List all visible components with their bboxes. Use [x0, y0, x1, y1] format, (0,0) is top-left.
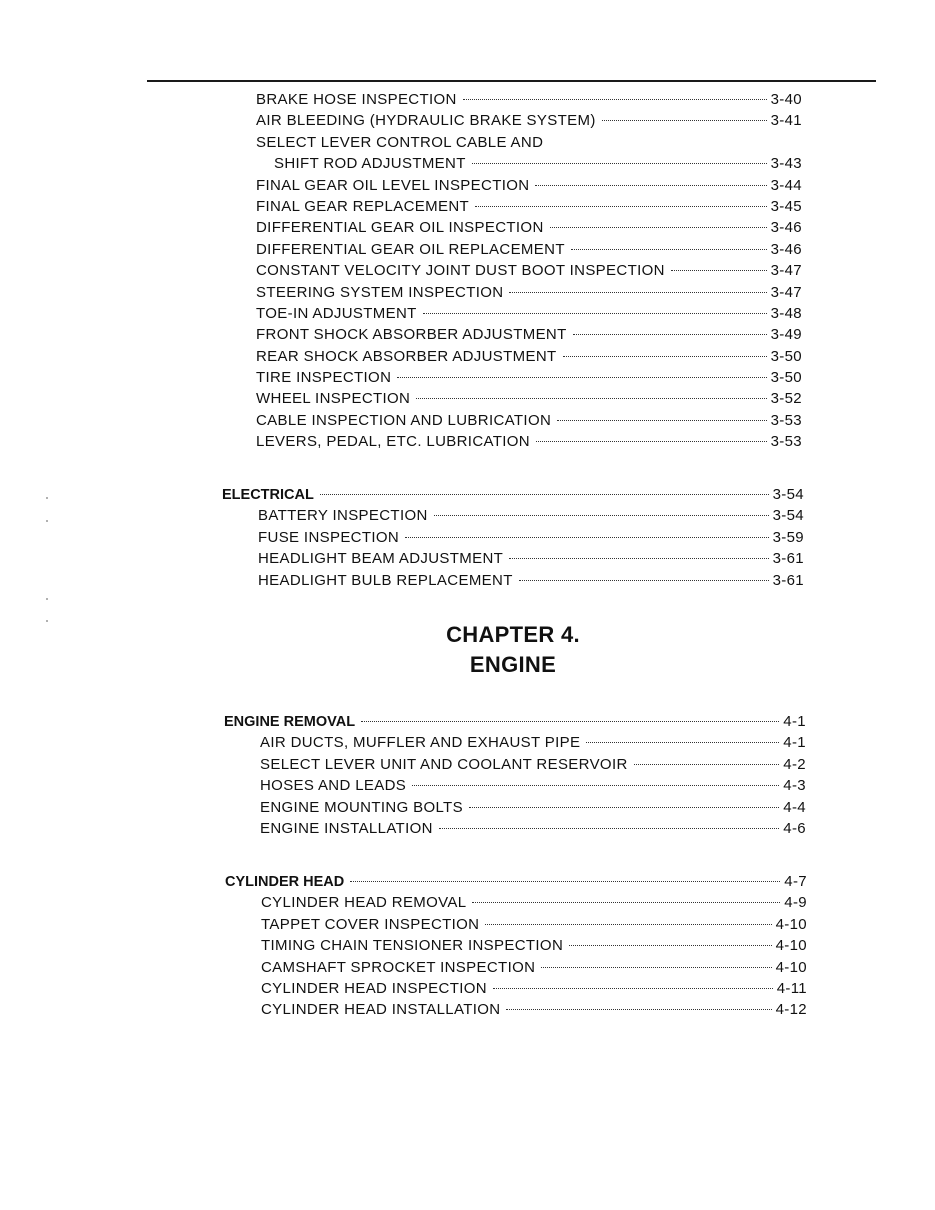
- toc-entry[interactable]: AIR BLEEDING (HYDRAULIC BRAKE SYSTEM) 3-41: [256, 112, 802, 130]
- toc-entry[interactable]: REAR SHOCK ABSORBER ADJUSTMENT 3-50: [256, 347, 802, 365]
- dot-leader: [569, 945, 771, 946]
- dot-leader: [586, 742, 779, 743]
- toc-entry[interactable]: SELECT LEVER UNIT AND COOLANT RESERVOIR 4-2: [260, 755, 806, 773]
- dot-leader: [563, 356, 767, 357]
- dot-leader: [350, 881, 780, 882]
- dot-leader: [509, 558, 768, 559]
- dot-leader: [320, 494, 769, 495]
- dot-leader: [412, 785, 779, 786]
- scan-speck: [46, 520, 48, 522]
- toc-engine-removal-block: [224, 711, 806, 839]
- toc-entry[interactable]: LEVERS, PEDAL, ETC. LUBRICATION 3-53: [256, 433, 802, 451]
- dot-leader: [423, 313, 767, 314]
- toc-entry[interactable]: FRONT SHOCK ABSORBER ADJUSTMENT 3-49: [256, 326, 802, 344]
- dot-leader: [405, 537, 768, 538]
- dot-leader: [571, 249, 767, 250]
- top-rule: [147, 80, 876, 82]
- scan-speck: [46, 497, 48, 499]
- toc-entry[interactable]: DIFFERENTIAL GEAR OIL INSPECTION 3-46: [256, 219, 802, 237]
- scan-speck: [46, 620, 48, 622]
- dot-leader: [475, 206, 767, 207]
- toc-entry-line2[interactable]: SHIFT ROD ADJUSTMENT 3-43: [274, 155, 802, 173]
- chapter-title: ENGINE: [469, 652, 557, 677]
- dot-leader: [536, 441, 767, 442]
- toc-entry[interactable]: CYLINDER HEAD REMOVAL 4-9: [261, 894, 807, 912]
- dot-leader: [472, 163, 767, 164]
- section-heading-electrical[interactable]: ELECTRICAL 3-54: [222, 486, 804, 503]
- toc-entry[interactable]: HEADLIGHT BEAM ADJUSTMENT 3-61: [258, 550, 804, 568]
- toc-entry[interactable]: TIRE INSPECTION 3-50: [256, 369, 802, 387]
- chapter-number: CHAPTER 4.: [446, 622, 580, 647]
- dot-leader: [434, 515, 769, 516]
- section-heading-cylinder-head[interactable]: CYLINDER HEAD 4-7: [225, 873, 807, 890]
- dot-leader: [361, 721, 779, 722]
- section-heading-engine-removal[interactable]: ENGINE REMOVAL 4-1: [224, 713, 806, 730]
- toc-entry[interactable]: DIFFERENTIAL GEAR OIL REPLACEMENT 3-46: [256, 240, 802, 258]
- dot-leader: [416, 398, 766, 399]
- toc-entry[interactable]: BATTERY INSPECTION 3-54: [258, 507, 804, 525]
- toc-electrical-block: [222, 484, 804, 591]
- toc-entry[interactable]: HOSES AND LEADS 4-3: [260, 777, 806, 795]
- dot-leader: [439, 828, 779, 829]
- toc-continued-block: [256, 89, 802, 453]
- dot-leader: [472, 902, 780, 903]
- dot-leader: [469, 807, 779, 808]
- dot-leader: [602, 120, 767, 121]
- toc-entry[interactable]: TIMING CHAIN TENSIONER INSPECTION 4-10: [261, 937, 807, 955]
- toc-entry[interactable]: CYLINDER HEAD INSPECTION 4-11: [261, 979, 807, 997]
- toc-entry-line1[interactable]: SELECT LEVER CONTROL CABLE AND: [256, 133, 544, 151]
- toc-entry[interactable]: CAMSHAFT SPROCKET INSPECTION 4-10: [261, 958, 807, 976]
- toc-entry[interactable]: CABLE INSPECTION AND LUBRICATION 3-53: [256, 411, 802, 429]
- dot-leader: [541, 967, 771, 968]
- toc-entry[interactable]: FINAL GEAR OIL LEVEL INSPECTION 3-44: [256, 176, 802, 194]
- scan-speck: [46, 598, 48, 600]
- toc-entry[interactable]: BRAKE HOSE INSPECTION 3-40: [256, 91, 802, 108]
- toc-entry[interactable]: ENGINE MOUNTING BOLTS 4-4: [260, 798, 806, 816]
- toc-entry[interactable]: FUSE INSPECTION 3-59: [258, 528, 804, 546]
- dot-leader: [634, 764, 780, 765]
- chapter-heading: [220, 620, 806, 680]
- toc-entry[interactable]: CYLINDER HEAD INSTALLATION 4-12: [261, 1001, 807, 1019]
- dot-leader: [485, 924, 771, 925]
- toc-entry[interactable]: TAPPET COVER INSPECTION 4-10: [261, 915, 807, 933]
- dot-leader: [463, 99, 767, 100]
- toc-entry[interactable]: FINAL GEAR REPLACEMENT 3-45: [256, 197, 802, 215]
- toc-entry[interactable]: CONSTANT VELOCITY JOINT DUST BOOT INSPECTION 3-47: [256, 262, 802, 280]
- dot-leader: [535, 185, 766, 186]
- dot-leader: [519, 580, 769, 581]
- toc-entry[interactable]: HEADLIGHT BULB REPLACEMENT 3-61: [258, 571, 804, 589]
- dot-leader: [506, 1009, 771, 1010]
- dot-leader: [557, 420, 766, 421]
- dot-leader: [671, 270, 767, 271]
- toc-cylinder-head-block: [225, 871, 807, 1021]
- dot-leader: [573, 334, 767, 335]
- toc-entry[interactable]: STEERING SYSTEM INSPECTION 3-47: [256, 283, 802, 301]
- toc-entry[interactable]: ENGINE INSTALLATION 4-6: [260, 819, 806, 837]
- toc-entry[interactable]: TOE-IN ADJUSTMENT 3-48: [256, 304, 802, 322]
- toc-entry[interactable]: WHEEL INSPECTION 3-52: [256, 390, 802, 408]
- dot-leader: [550, 227, 767, 228]
- dot-leader: [509, 292, 766, 293]
- dot-leader: [493, 988, 773, 989]
- dot-leader: [397, 377, 766, 378]
- toc-entry[interactable]: AIR DUCTS, MUFFLER AND EXHAUST PIPE 4-1: [260, 734, 806, 752]
